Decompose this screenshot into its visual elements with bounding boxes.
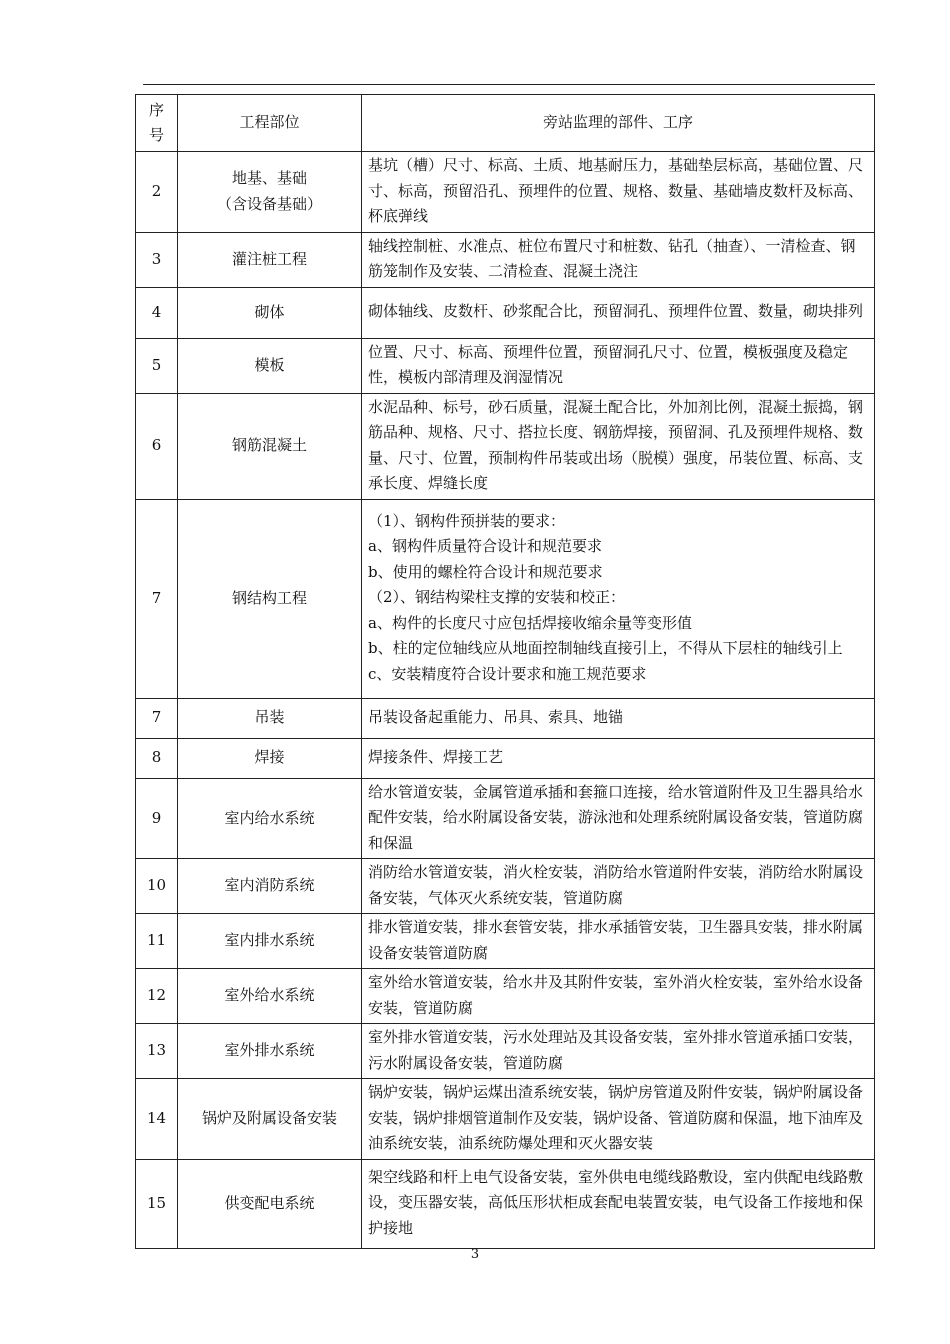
row-no: 8: [136, 738, 178, 778]
header-no-line-2: 号: [148, 126, 164, 144]
table-row: [136, 499, 875, 698]
row-part: 室外给水系统: [178, 969, 362, 1024]
header-rule: [143, 84, 875, 85]
page-number: 3: [470, 1247, 480, 1262]
header-no: [136, 95, 178, 152]
row-no: 11: [136, 914, 178, 969]
row-part-sublabel: （含设备基础）: [216, 194, 322, 213]
row-no: 7: [136, 698, 178, 738]
row-part: 室内消防系统: [178, 859, 362, 914]
detail-line: （2）、钢结构梁柱支撑的安装和校正：: [368, 588, 626, 607]
table-row: [136, 859, 875, 914]
row-no: 9: [136, 778, 178, 859]
table-header-row: [136, 95, 875, 152]
row-part: 室内给水系统: [178, 778, 362, 859]
row-no: 14: [136, 1079, 178, 1160]
detail-line: （1）、钢构件预拼装的要求：: [368, 511, 566, 530]
row-part: 钢结构工程: [178, 499, 362, 698]
row-no: 4: [136, 287, 178, 338]
header-no-line-1: 序: [148, 100, 164, 119]
row-detail-list: [362, 499, 875, 698]
row-detail: 给水管道安装，金属管道承插和套箍口连接，给水管道附件及卫生器具给水配件安装，给水附属设备安装，游泳池和处理系统附属设备安装，管道防腐和保温: [362, 778, 875, 859]
row-part: 焊接: [178, 738, 362, 778]
row-part: 模板: [178, 338, 362, 393]
row-part: 室外排水系统: [178, 1024, 362, 1079]
table-row: [136, 338, 875, 393]
table-row: [136, 1159, 875, 1248]
table-row: [136, 232, 875, 287]
row-part: 砌体: [178, 287, 362, 338]
header-part: 工程部位: [178, 95, 362, 152]
row-part: 吊装: [178, 698, 362, 738]
row-detail: 吊装设备起重能力、吊具、索具、地锚: [362, 698, 875, 738]
header-detail: 旁站监理的部件、工序: [362, 95, 875, 152]
row-no: 15: [136, 1159, 178, 1248]
table-row: [136, 393, 875, 499]
row-part: 灌注桩工程: [178, 232, 362, 287]
table-row: [136, 914, 875, 969]
row-detail: 轴线控制桩、水准点、桩位布置尺寸和桩数、钻孔（抽查）、一清检查、钢筋笼制作及安装、二清检查、混凝土浇注: [362, 232, 875, 287]
row-detail: 基坑（槽）尺寸、标高、土质、地基耐压力，基础垫层标高，基础位置、尺寸、标高，预留沿孔、预埋件的位置、规格、数量、基础墙皮数杆及标高、杯底弹线: [362, 152, 875, 233]
row-detail: 排水管道安装，排水套管安装，排水承插管安装，卫生器具安装，排水附属设备安装管道防腐: [362, 914, 875, 969]
row-no: 10: [136, 859, 178, 914]
detail-line: a、构件的长度尺寸应包括焊接收缩余量等变形值: [368, 613, 692, 632]
detail-line: b、柱的定位轴线应从地面控制轴线直接引上，不得从下层柱的轴线引上: [368, 639, 843, 658]
table-row: [136, 698, 875, 738]
table-row: [136, 287, 875, 338]
row-detail: 位置、尺寸、标高、预埋件位置，预留洞孔尺寸、位置，模板强度及稳定性，模板内部清理及润湿情况: [362, 338, 875, 393]
row-no: 7: [136, 499, 178, 698]
row-detail: 消防给水管道安装，消火栓安装，消防给水管道附件安装，消防给水附属设备安装，气体灭火系统安装，管道防腐: [362, 859, 875, 914]
row-part: 室内排水系统: [178, 914, 362, 969]
row-no: 5: [136, 338, 178, 393]
row-part: [178, 152, 362, 233]
row-part-label: 地基、基础: [231, 169, 307, 188]
row-part: 供变配电系统: [178, 1159, 362, 1248]
row-part: 钢筋混凝土: [178, 393, 362, 499]
row-detail: 锅炉安装，锅炉运煤出渣系统安装，锅炉房管道及附件安装，锅炉附属设备安装，锅炉排烟管道制作及安装，锅炉设备、管道防腐和保温，地下油库及油系统安装，油系统防爆处理和灭火器安装: [362, 1079, 875, 1160]
supervision-table: [135, 94, 875, 1249]
table-row: [136, 1024, 875, 1079]
table-row: [136, 1079, 875, 1160]
detail-line: a、钢构件质量符合设计和规范要求: [368, 537, 602, 556]
table-row: [136, 969, 875, 1024]
row-no: 2: [136, 152, 178, 233]
row-detail: 室外排水管道安装，污水处理站及其设备安装，室外排水管道承插口安装，污水附属设备安装，管道防腐: [362, 1024, 875, 1079]
row-detail: 砌体轴线、皮数杆、砂浆配合比，预留洞孔、预埋件位置、数量，砌块排列: [362, 287, 875, 338]
detail-line: b、使用的螺栓符合设计和规范要求: [368, 562, 603, 581]
row-detail: 架空线路和杆上电气设备安装，室外供电电缆线路敷设，室内供配电线路敷设，变压器安装，高低压形状柜成套配电装置安装，电气设备工作接地和保护接地: [362, 1159, 875, 1248]
row-detail: 焊接条件、焊接工艺: [362, 738, 875, 778]
row-no: 13: [136, 1024, 178, 1079]
table-row: [136, 778, 875, 859]
table-row: [136, 152, 875, 233]
row-detail: 水泥品种、标号，砂石质量，混凝土配合比，外加剂比例，混凝土振捣，钢筋品种、规格、尺寸、搭拉长度、钢筋焊接，预留洞、孔及预埋件规格、数量、尺寸、位置，预制构件吊装或出场（脱模）强度，吊装位置、标高、支承长度、焊缝长度: [362, 393, 875, 499]
table-row: [136, 738, 875, 778]
row-detail: 室外给水管道安装，给水井及其附件安装，室外消火栓安装，室外给水设备安装，管道防腐: [362, 969, 875, 1024]
row-no: 12: [136, 969, 178, 1024]
row-no: 3: [136, 232, 178, 287]
detail-line: c、安装精度符合设计要求和施工规范要求: [368, 664, 647, 683]
row-no: 6: [136, 393, 178, 499]
row-part: 锅炉及附属设备安装: [178, 1079, 362, 1160]
